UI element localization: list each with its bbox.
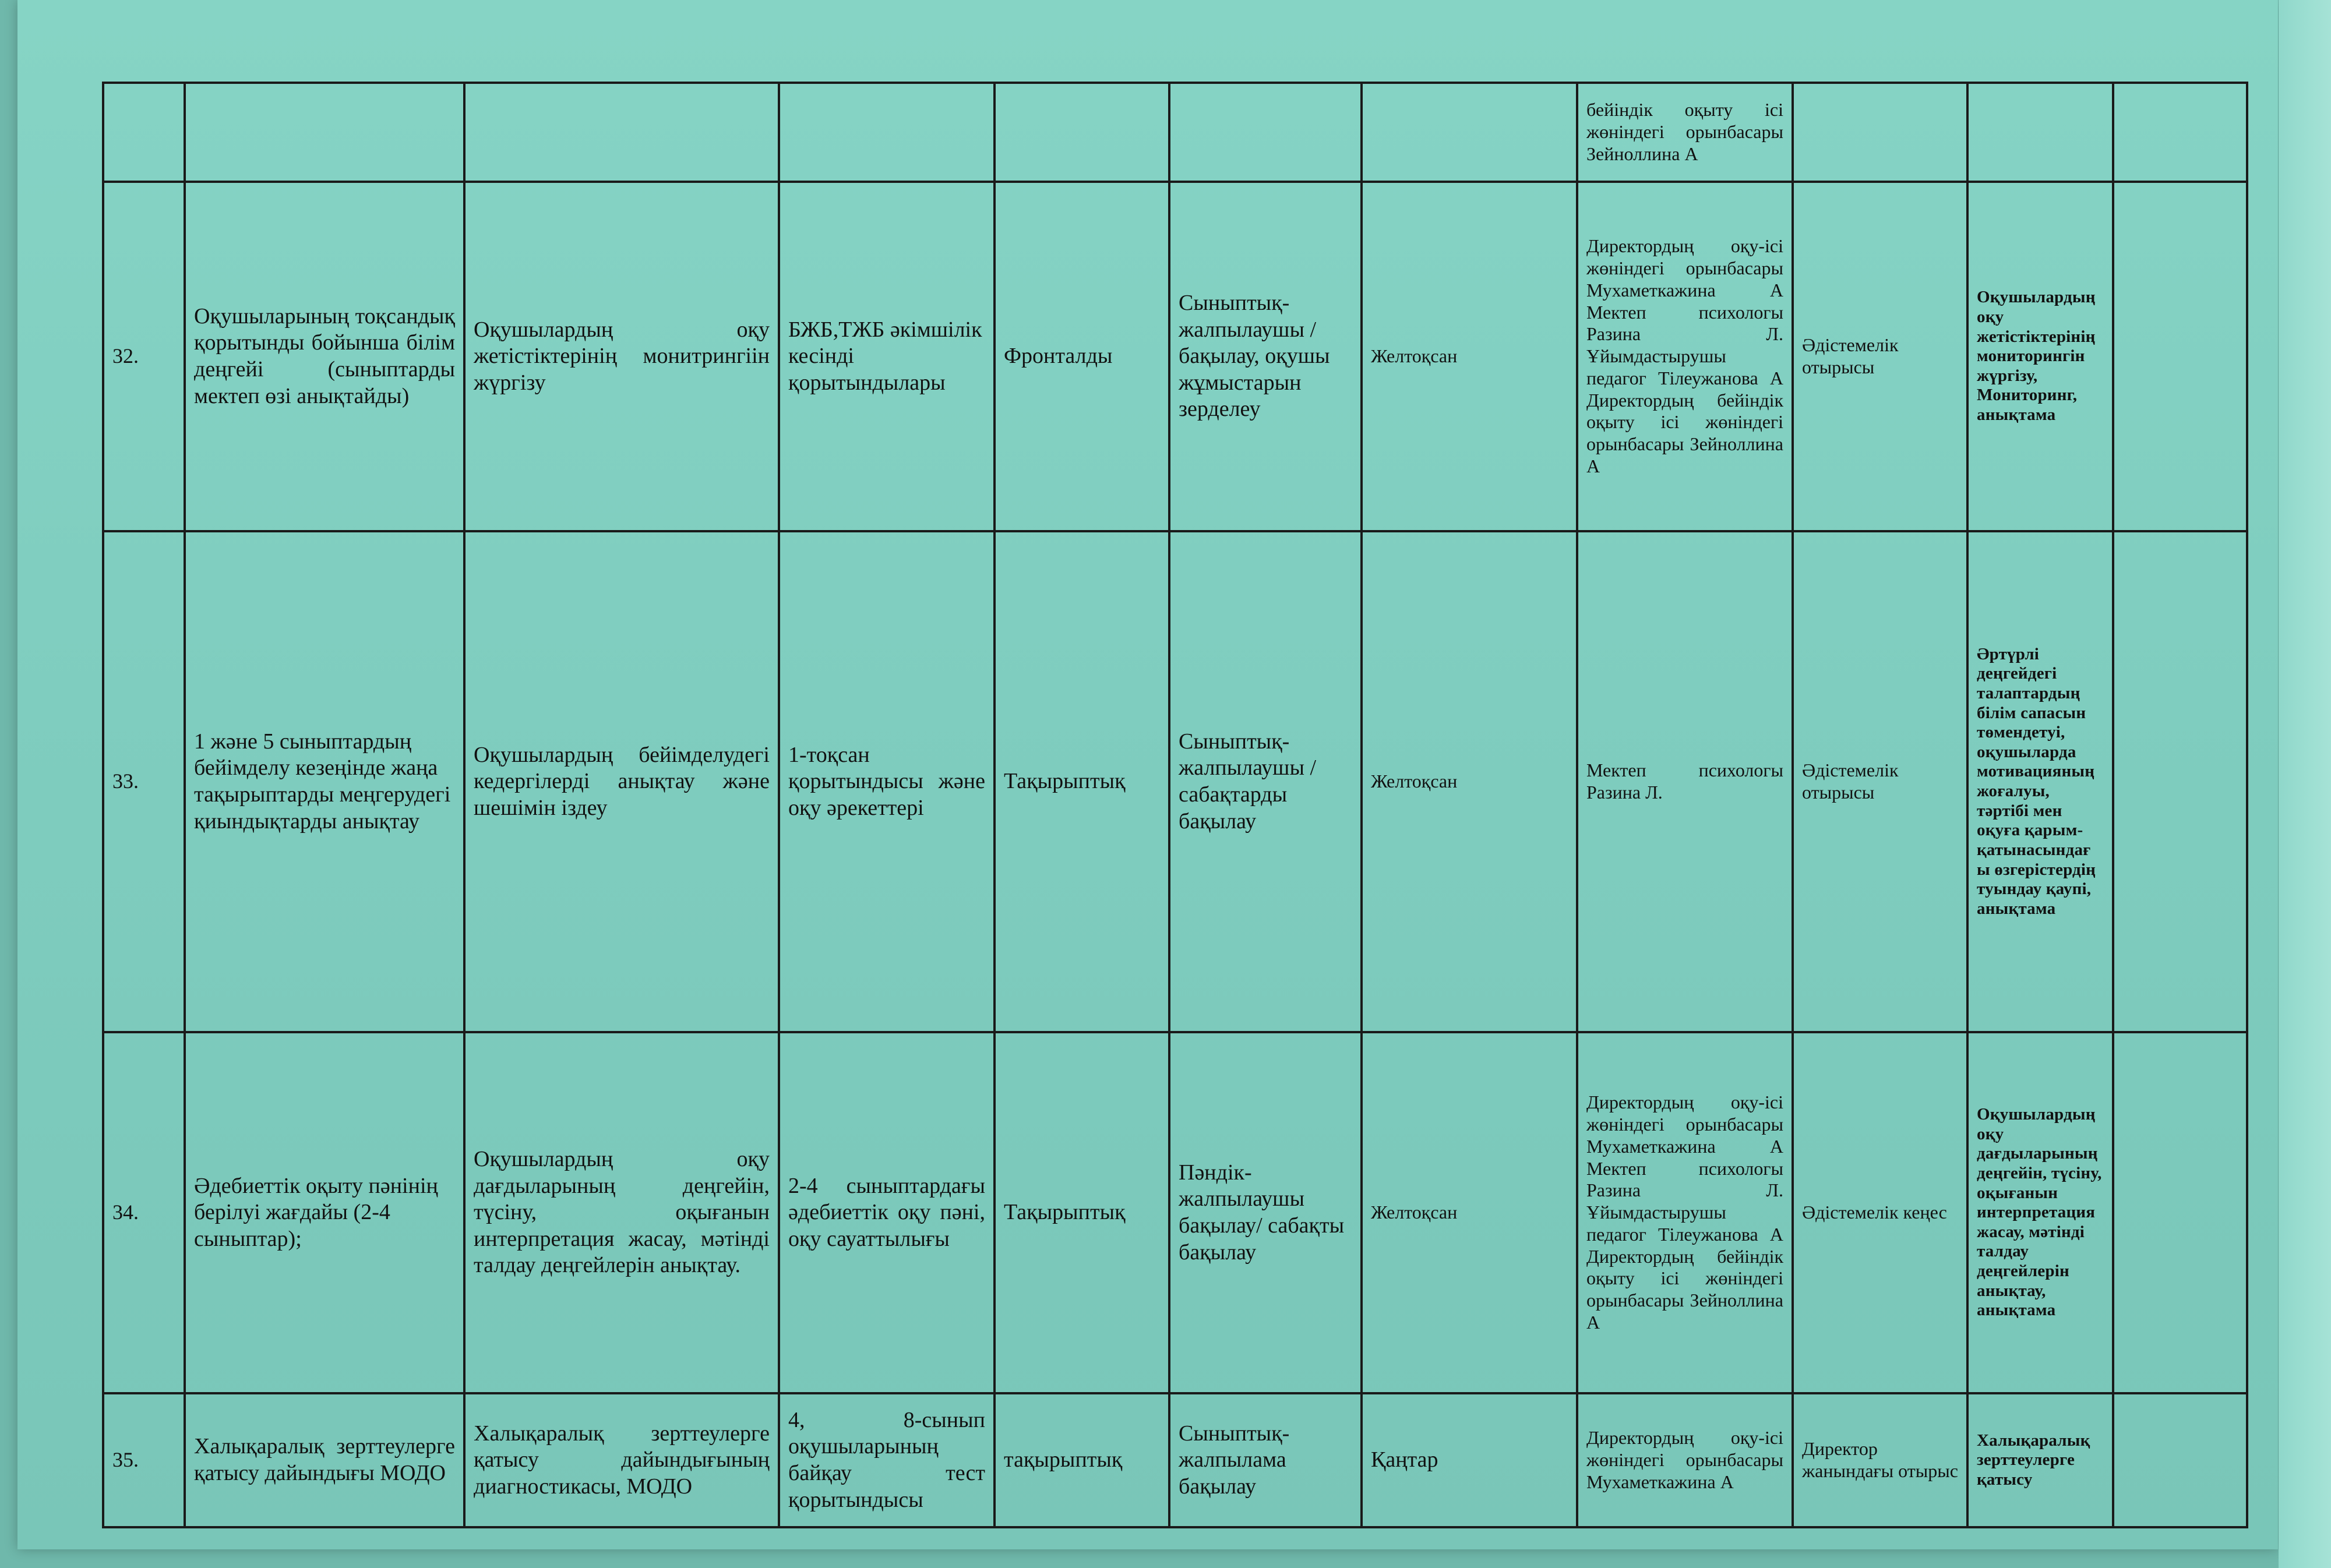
- cell-object: 1-тоқсан қорытындысы және оқу әрекеттері: [779, 531, 995, 1032]
- cell-object: 4, 8-сынып оқушыларының байқау тест қорытындысы: [779, 1393, 995, 1527]
- cell-responsible: Директордың оқу-ісі жөніндегі орынбасары Мухаметкажина А Мектеп психологы Разина Л. Ұйымдастырушы педагог Тілеужанова А Директордың бейіндік оқыту ісі жөніндегі орынбасары Зейноллина А: [1577, 1032, 1793, 1393]
- cell-type: тақырыптық: [995, 1393, 1169, 1527]
- table-row: [103, 1032, 2247, 1393]
- cell-method: [1169, 83, 1362, 182]
- cell-content: Халықаралық зерттеулерге қатысу дайындығы МОДО: [185, 1393, 464, 1527]
- row-number: [103, 83, 185, 182]
- cell-note: [2113, 531, 2247, 1032]
- cell-method: Пәндік-жалпылаушы бақылау/ сабақты бақылау: [1169, 1032, 1362, 1393]
- cell-review-place: Әдістемелік отырысы: [1793, 531, 1967, 1032]
- cell-responsible: Мектеп психологы Разина Л.: [1577, 531, 1793, 1032]
- row-number: 32.: [103, 182, 185, 531]
- cell-goal: Оқушылардың оқу жетістіктерінің монитрингіін жүргізу: [464, 182, 779, 531]
- cell-review-place: [1793, 83, 1967, 182]
- cell-period: [1362, 83, 1577, 182]
- cell-type: [995, 83, 1169, 182]
- table-row: [103, 182, 2247, 531]
- document-page: [17, 0, 2278, 1549]
- cell-content: Оқушыларының тоқсандық қорытынды бойынша білім деңгейі (сыныптарды мектеп өзі анықтайды): [185, 182, 464, 531]
- row-number: 33.: [103, 531, 185, 1032]
- cell-goal: Халықаралық зерттеулерге қатысу дайындығының диагностикасы, МОДО: [464, 1393, 779, 1527]
- cell-goal: [464, 83, 779, 182]
- cell-responsible: бейіндік оқыту ісі жөніндегі орынбасары Зейноллина А: [1577, 83, 1793, 182]
- row-number: 34.: [103, 1032, 185, 1393]
- cell-note: [2113, 83, 2247, 182]
- cell-note: [2113, 1393, 2247, 1527]
- table-row: [103, 531, 2247, 1032]
- cell-result: Оқушылардың оқу жетістіктерінің мониторингін жүргізу, Мониторинг, анықтама: [1967, 182, 2113, 531]
- cell-method: Сыныптық-жалпылама бақылау: [1169, 1393, 1362, 1527]
- cell-result: Әртүрлі деңгейдегі талаптардың білім сапасын төмендетуі, оқушыларда мотивацияның жоғалуы, тәртібі мен оқуға қарым-қатынасындағы өзгерістердің туындау қаупі, анықтама: [1967, 531, 2113, 1032]
- cell-note: [2113, 1032, 2247, 1393]
- cell-period: Желтоқсан: [1362, 531, 1577, 1032]
- cell-method: Сыныптық-жалпылаушы / сабақтарды бақылау: [1169, 531, 1362, 1032]
- cell-type: Тақырыптық: [995, 531, 1169, 1032]
- cell-object: БЖБ,ТЖБ әкімшілік кесінді қорытындылары: [779, 182, 995, 531]
- cell-review-place: Әдістемелік отырысы: [1793, 182, 1967, 531]
- cell-type: Тақырыптық: [995, 1032, 1169, 1393]
- cell-type: Фронталды: [995, 182, 1169, 531]
- cell-method: Сыныптық-жалпылаушы / бақылау, оқушы жұмыстарын зерделеу: [1169, 182, 1362, 531]
- control-plan-table: [102, 82, 2248, 1528]
- cell-period: Желтоқсан: [1362, 182, 1577, 531]
- cell-period: Қаңтар: [1362, 1393, 1577, 1527]
- cell-result: Халықаралық зерттеулерге қатысу: [1967, 1393, 2113, 1527]
- cell-review-place: Әдістемелік кеңес: [1793, 1032, 1967, 1393]
- cell-content: 1 және 5 сыныптардың бейімделу кезеңінде жаңа тақырыптарды меңгерудегі қиындықтарды анықтау: [185, 531, 464, 1032]
- table-row: [103, 83, 2247, 182]
- table-row: [103, 1393, 2247, 1527]
- cell-review-place: Директор жанындағы отырыс: [1793, 1393, 1967, 1527]
- cell-object: 2-4 сыныптардағы әдебиеттік оқу пәні, оқу сауаттылығы: [779, 1032, 995, 1393]
- cell-content: [185, 83, 464, 182]
- cell-goal: Оқушылардың оқу дағдыларының деңгейін, түсіну, оқығанын интерпретация жасау, мәтінді талдау деңгейлерін анықтау.: [464, 1032, 779, 1393]
- cell-responsible: Директордың оқу-ісі жөніндегі орынбасары Мухаметкажина А: [1577, 1393, 1793, 1527]
- cell-goal: Оқушылардың бейімделудегі кедергілерді анықтау және шешімін іздеу: [464, 531, 779, 1032]
- cell-content: Әдебиеттік оқыту пәнінің берілуі жағдайы (2-4 сыныптар);: [185, 1032, 464, 1393]
- row-number: 35.: [103, 1393, 185, 1527]
- cell-result: Оқушылардың оқу дағдыларының деңгейін, түсіну, оқығанын интерпретация жасау, мәтінді талдау деңгейлерін анықтау, анықтама: [1967, 1032, 2113, 1393]
- cell-result: [1967, 83, 2113, 182]
- cell-note: [2113, 182, 2247, 531]
- page-edge: [2279, 0, 2331, 1568]
- cell-object: [779, 83, 995, 182]
- cell-responsible: Директордың оқу-ісі жөніндегі орынбасары Мухаметкажина А Мектеп психологы Разина Л. Ұйымдастырушы педагог Тілеужанова А Директордың бейіндік оқыту ісі жөніндегі орынбасары Зейноллина А: [1577, 182, 1793, 531]
- cell-period: Желтоқсан: [1362, 1032, 1577, 1393]
